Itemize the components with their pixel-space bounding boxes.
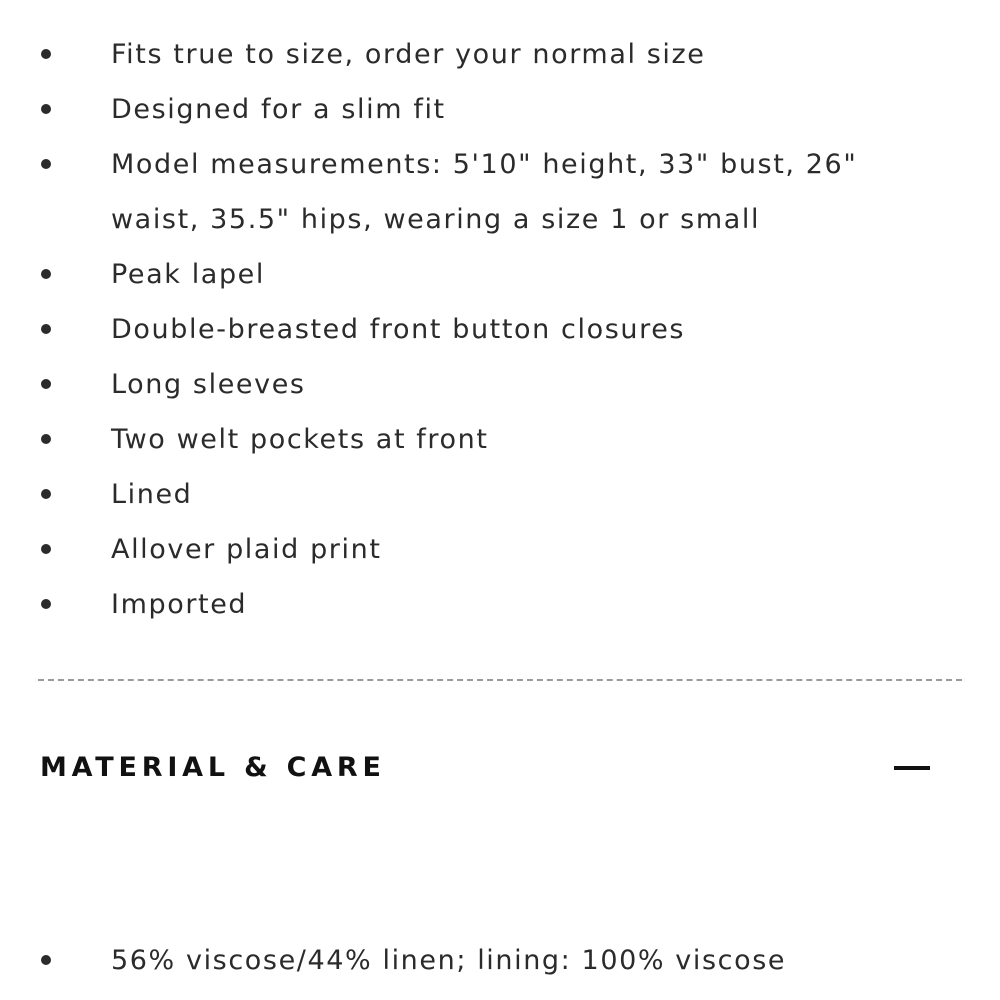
bullet-icon xyxy=(41,379,51,389)
list-item-text: Two welt pockets at front xyxy=(111,424,489,455)
list-item-text: 56% viscose/44% linen; lining: 100% viscose xyxy=(111,945,787,976)
list-item-text: Imported xyxy=(111,589,248,620)
minus-icon[interactable] xyxy=(894,766,930,770)
list-item-text: Peak lapel xyxy=(111,259,265,290)
material-care-header[interactable] xyxy=(40,748,930,788)
list-item xyxy=(0,357,1000,412)
list-item-text: Lined xyxy=(111,479,193,510)
list-item xyxy=(0,577,1000,632)
list-item xyxy=(0,467,1000,522)
list-item-text: Allover plaid print xyxy=(111,534,382,565)
list-item xyxy=(0,933,1000,988)
list-item xyxy=(0,27,1000,82)
list-item xyxy=(0,82,1000,137)
bullet-icon xyxy=(41,49,51,59)
section-title: MATERIAL & CARE xyxy=(40,752,386,783)
bullet-icon xyxy=(41,544,51,554)
bullet-icon xyxy=(41,599,51,609)
bullet-icon xyxy=(41,955,51,965)
list-item-text: Fits true to size, order your normal size xyxy=(111,39,706,70)
list-item xyxy=(0,302,1000,357)
list-item-text: Designed for a slim fit xyxy=(111,94,446,125)
bullet-icon xyxy=(41,269,51,279)
list-item xyxy=(0,247,1000,302)
bullet-icon xyxy=(41,324,51,334)
bullet-icon xyxy=(41,104,51,114)
section-divider xyxy=(38,679,962,681)
bullet-icon xyxy=(41,159,51,169)
product-details-list xyxy=(0,27,1000,632)
list-item xyxy=(0,522,1000,577)
material-care-list xyxy=(0,933,1000,988)
bullet-icon xyxy=(41,489,51,499)
list-item xyxy=(0,412,1000,467)
list-item-text: Model measurements: 5'10" height, 33" bust, 26" waist, 35.5" hips, wearing a size 1 or small xyxy=(111,149,858,235)
list-item-text: Long sleeves xyxy=(111,369,306,400)
list-item xyxy=(0,137,1000,247)
list-item-text: Double-breasted front button closures xyxy=(111,314,686,345)
bullet-icon xyxy=(41,434,51,444)
